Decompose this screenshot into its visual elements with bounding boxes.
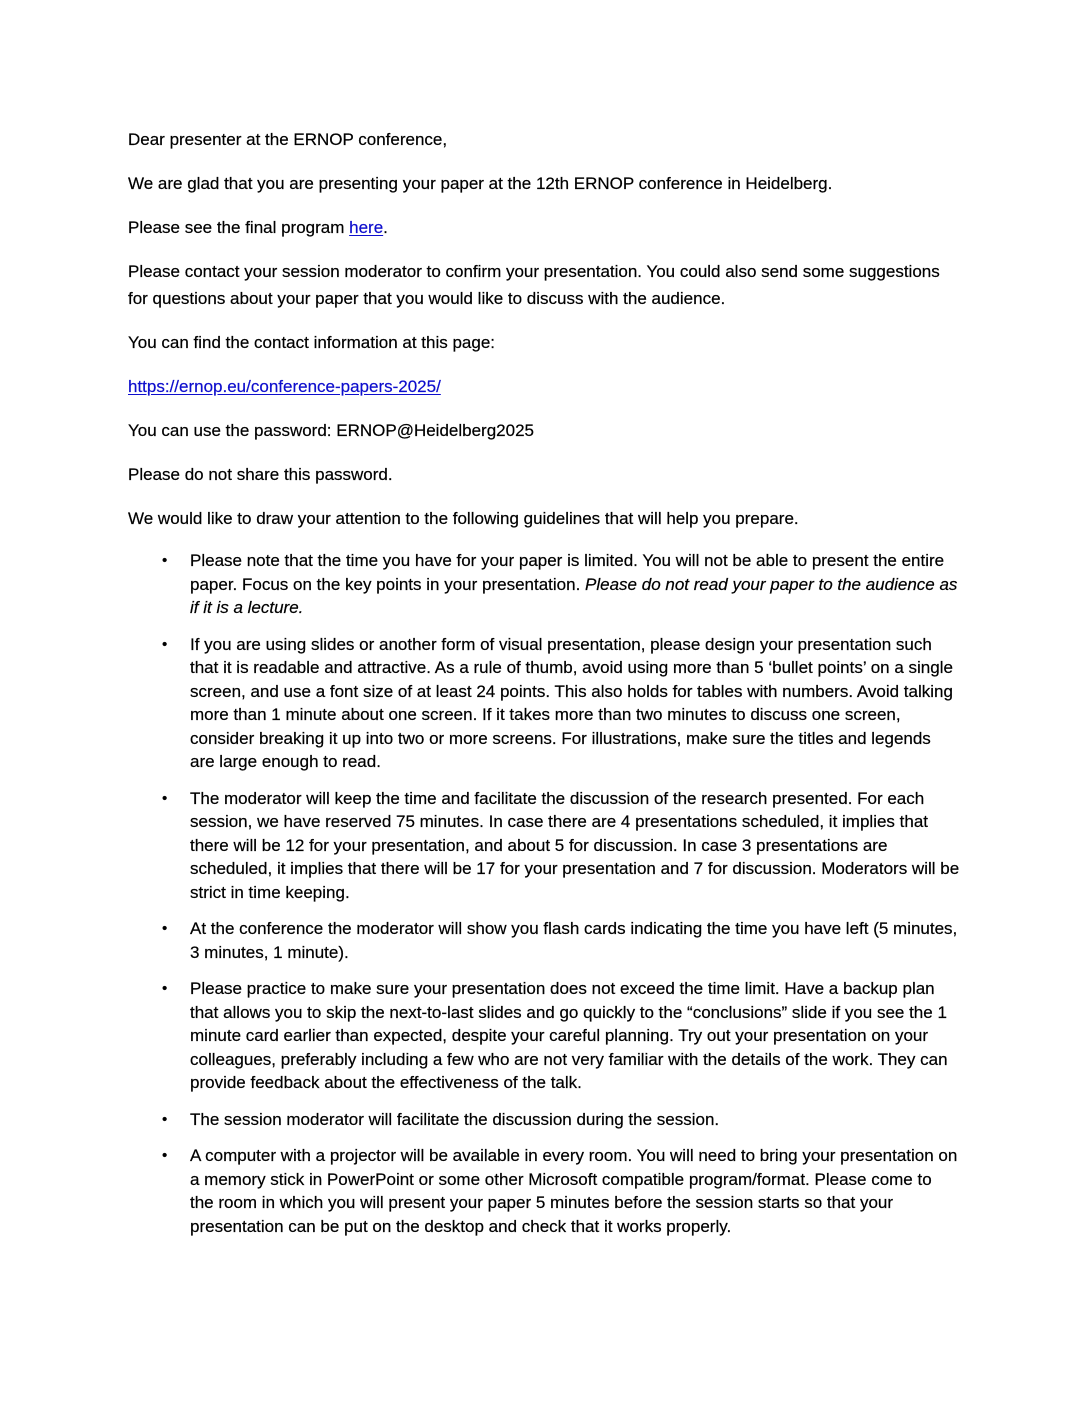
guideline-text: The moderator will keep the time and facilitate the discussion of the research presented. For each session, we have reserved 75 minutes. In case there are 4 presentations scheduled, it implies that there will be 12 for your presentation, and about 5 for discussion. In case 3 presentations are scheduled, it implies that there will be 17 for your presentation and 7 for discussion. Moderators will be strict in time keeping. [190,788,960,902]
bullet-icon: • [162,789,168,807]
guideline-item-moderator-timekeeping [128,787,960,905]
conference-papers-link[interactable]: https://ernop.eu/conference-papers-2025/ [128,377,441,396]
guideline-item-flash-cards [128,917,960,964]
guideline-item-slides-design [128,633,960,774]
paragraph-program [128,214,960,241]
paragraph-salutation: Dear presenter at the ERNOP conference, [128,130,448,149]
guideline-text [190,551,957,617]
guidelines-list [128,549,960,1238]
guideline-item-computer-projector [128,1144,960,1238]
bullet-icon: • [162,552,168,569]
guideline-text: A computer with a projector will be available in every room. You will need to bring your presentation on a memory stick in PowerPoint or some other Microsoft compatible program/format. Please come to the room in which you will present your paper 5 minutes before the session starts so that your presentation can be put on the desktop and check that it works properly. [190,1146,958,1236]
program-here-link[interactable]: here [349,218,384,237]
guideline-text: Please practice to make sure your presentation does not exceed the time limit. Have a backup plan that allows you to skip the next-to-last slides and go quickly to the “conclusions” slide if you see the 1 minute card earlier than expected, despite your careful planning. Try out your presentation on your colleagues, preferably including a few who are not very familiar with the details of the work. They can provide feedback about the effectiveness of the talk. [190,979,948,1092]
guideline-item-session-discussion [128,1108,960,1132]
bullet-icon: • [162,980,168,997]
bullet-icon: • [162,1110,168,1128]
program-text-prefix: Please see the final program [128,218,350,237]
paragraph-intro: We are glad that you are presenting your paper at the 12th ERNOP conference in Heidelberg. [128,174,833,193]
guideline-text-italic: Please do not read your paper to the audience as if it is a lecture. [190,574,958,617]
guideline-item-time-limited [128,549,960,620]
paragraph-guidelines-intro: We would like to draw your attention to the following guidelines that will help you prepare. [128,509,799,528]
guideline-text: At the conference the moderator will show you flash cards indicating the time you have left (5 minutes, 3 minutes, 1 minute). [190,919,958,962]
guideline-text: The session moderator will facilitate the discussion during the session. [190,1109,720,1129]
guideline-item-practice [128,977,960,1095]
paragraph-contact-info-intro: You can find the contact information at this page: [128,333,496,352]
paragraph-password-warning: Please do not share this password. [128,465,393,484]
bullet-icon: • [162,635,168,653]
paragraph-contact-moderator: Please contact your session moderator to confirm your presentation. You could also send some suggestions for questions about your paper that you would like to discuss with the audience. [128,262,940,308]
paragraph-password: You can use the password: ERNOP@Heidelberg2025 [128,421,534,440]
program-text-suffix: . [383,218,388,237]
bullet-icon: • [162,920,168,937]
paragraph-papers-url [128,373,960,400]
guideline-text: If you are using slides or another form of visual presentation, please design your presentation such that it is readable and attractive. As a rule of thumb, avoid using more than 5 ‘bullet points’ on a single screen, and use a font size of at least 24 points. This also holds for tables with numbers. Avoid talking more than 1 minute about one screen. If it takes more than two minutes to discuss one screen, consider breaking it up into two or more screens. For illustrations, make sure the titles and legends are large enough to read. [190,634,953,771]
bullet-icon: • [162,1147,168,1164]
guideline-text-normal: Please note that the time you have for your paper is limited. You will not be able to present the entire paper. Focus on the key points in your presentation. [190,551,945,594]
